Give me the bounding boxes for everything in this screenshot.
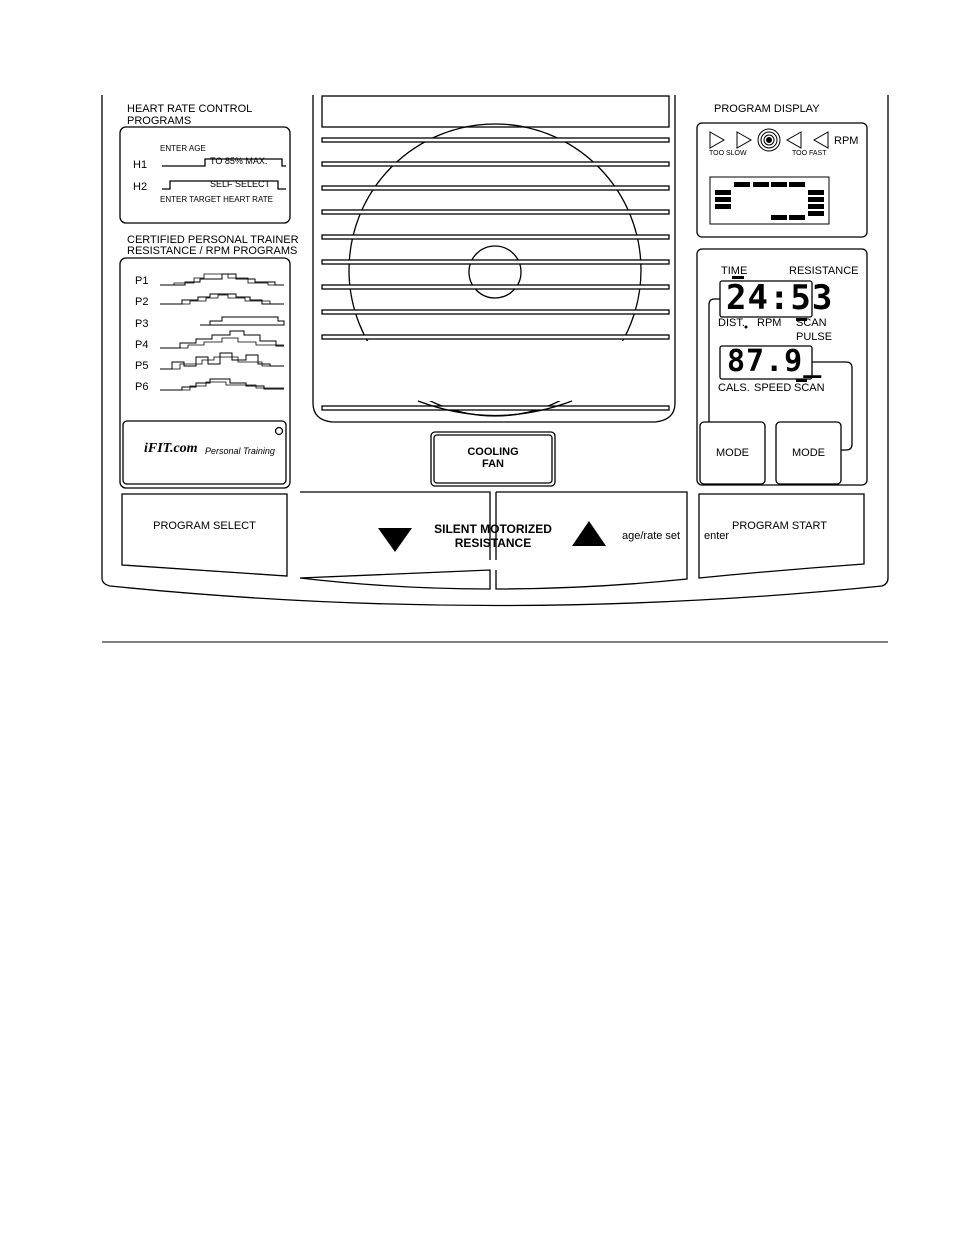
h1-label: H1: [133, 159, 148, 171]
scan2-label: SCAN: [794, 382, 825, 394]
rpm-indicator: [710, 129, 828, 151]
too-slow-arrow-1: [710, 132, 724, 148]
hr-title-line2: PROGRAMS: [127, 115, 192, 127]
ifit-tagline: Personal Training: [205, 446, 275, 456]
program-p1[interactable]: P1: [135, 275, 149, 287]
resistance-line2: RESISTANCE: [454, 536, 532, 550]
lower-readout: 87.9_: [727, 344, 823, 379]
enter-age-label: ENTER AGE: [160, 144, 206, 153]
too-slow-arrow-2: [737, 132, 751, 148]
dist-label: DIST.: [718, 317, 745, 329]
too-fast-arrow-2: [814, 132, 828, 148]
fan-hub: [469, 246, 521, 298]
hr-programs-box: [120, 127, 290, 223]
speed-label: SPEED: [754, 382, 792, 394]
display-window: [322, 96, 669, 127]
enter-label: enter: [704, 530, 730, 542]
mode-left-button[interactable]: MODE: [716, 447, 749, 459]
pulse-label: PULSE: [796, 331, 833, 343]
ifit-logo: iFIT.com: [144, 441, 198, 456]
program-select-outline: [122, 494, 287, 576]
program-p2[interactable]: P2: [135, 296, 149, 308]
cals-label: CALS.: [718, 382, 750, 394]
resistance-label: RESISTANCE: [789, 265, 859, 277]
program-start-button[interactable]: PROGRAM START: [732, 520, 827, 532]
rpm-label: RPM: [834, 135, 859, 147]
program-p6[interactable]: P6: [135, 381, 149, 393]
hr-title-line1: HEART RATE CONTROL: [127, 103, 253, 115]
program-p3[interactable]: P3: [135, 318, 149, 330]
resistance-line1: SILENT MOTORIZED: [434, 522, 552, 536]
resistance-down-icon: [378, 528, 412, 552]
program-p5[interactable]: P5: [135, 360, 149, 372]
resistance-up-icon: [572, 521, 606, 546]
time-label: TIME: [721, 265, 748, 277]
h1-target-label: TO 85% MAX.: [210, 156, 268, 166]
upper-readout: 24:53: [726, 278, 834, 318]
program-profiles: [160, 274, 284, 390]
too-fast-arrow-1: [787, 132, 801, 148]
enter-target-label: ENTER TARGET HEART RATE: [160, 195, 273, 204]
h2-target-label: SELF SELECT: [210, 179, 271, 189]
program-select-button[interactable]: PROGRAM SELECT: [153, 520, 256, 532]
program-display-bars: [715, 182, 824, 220]
cooling-fan-line1[interactable]: COOLING: [467, 446, 519, 458]
program-p4[interactable]: P4: [135, 339, 149, 351]
program-display-title: PROGRAM DISPLAY: [714, 103, 820, 115]
rpm-readout-label: RPM: [757, 317, 782, 329]
scan-label: SCAN: [796, 317, 827, 329]
trainer-title-line2: RESISTANCE / RPM PROGRAMS: [127, 245, 298, 257]
too-fast-label: TOO FAST: [792, 150, 827, 157]
age-rate-set-label: age/rate set: [622, 530, 681, 542]
trainer-title-line1: CERTIFIED PERSONAL TRAINER: [127, 234, 299, 246]
h2-label: H2: [133, 181, 148, 193]
mode-right-button[interactable]: MODE: [792, 447, 825, 459]
too-slow-label: TOO SLOW: [709, 150, 747, 157]
cooling-fan-line2[interactable]: FAN: [482, 458, 504, 470]
